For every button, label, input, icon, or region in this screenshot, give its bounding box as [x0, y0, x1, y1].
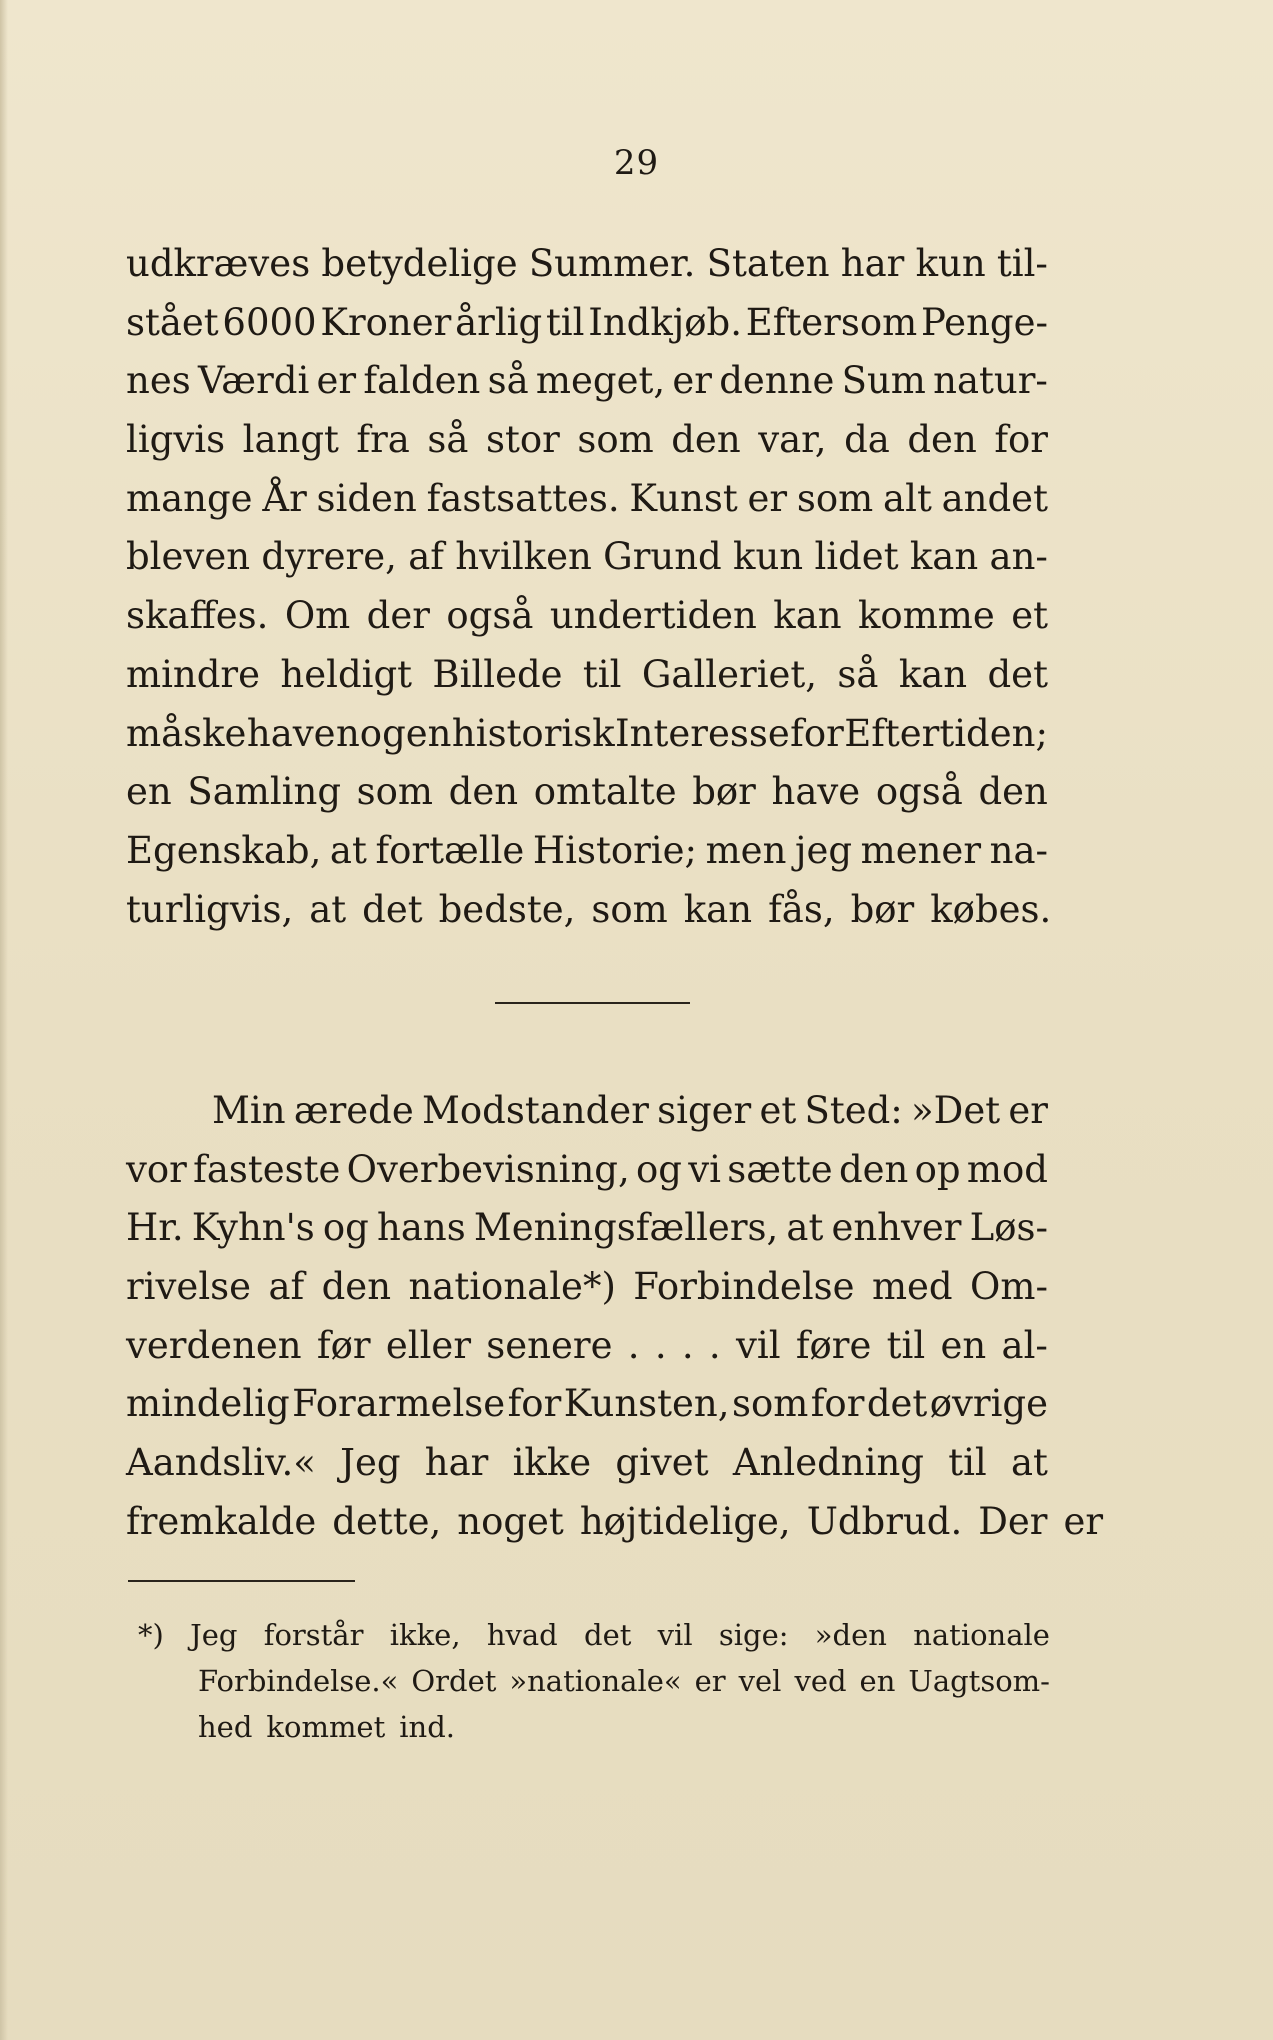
text-line: en Samling som den omtalte bør have også den [126, 770, 1048, 814]
text-line: måske have nogen historisk Interesse for Eftertiden; [126, 711, 1048, 755]
section-divider [495, 1002, 690, 1004]
paragraph-2 [126, 1082, 1104, 1552]
text-line: Forbindelse.« Ordet »nationale« er vel ved en Uagtsom- [198, 1664, 1050, 1698]
footnote-rule [128, 1580, 355, 1582]
text-line: Hr. Kyhn's og hans Meningsfællers, at enhver Løs- [126, 1206, 1048, 1250]
text-line: mindelig Forarmelse for Kunsten, som for det øvrige [126, 1382, 1048, 1426]
text-line: Aandsliv.« Jeg har ikke givet Anledning til at [126, 1441, 1048, 1485]
page-number: 29 [613, 143, 660, 183]
text-line: Egenskab, at fortælle Historie; men jeg mener na- [126, 828, 1048, 872]
text-line: stået 6000 Kroner årlig til Indkjøb. Eftersom Penge- [126, 300, 1048, 344]
text-line: skaffes. Om der også undertiden kan komme et [126, 594, 1048, 638]
text-line: hed kommet ind. [198, 1710, 455, 1744]
text-line: fremkalde dette, noget højtidelige, Udbrud. Der er [126, 1499, 1104, 1543]
paragraph-1 [126, 235, 1052, 939]
text-line: ligvis langt fra så stor som den var, da den for [126, 418, 1048, 462]
footnote [138, 1612, 1050, 1750]
text-line: verdenen før eller senere . . . . vil føre til en al- [126, 1323, 1048, 1367]
text-line: mindre heldigt Billede til Galleriet, så kan det [126, 652, 1048, 696]
text-line: nes Værdi er falden så meget, er denne Sum natur- [126, 359, 1048, 403]
text-line: Min ærede Modstander siger et Sted: »Det er [212, 1089, 1048, 1132]
text-line: turligvis, at det bedste, som kan fås, bør købes. [126, 887, 1052, 931]
text-line: mange År siden fastsattes. Kunst er som alt andet [126, 476, 1048, 520]
page-edge-shadow [0, 0, 8, 2040]
text-line: udkræves betydelige Summer. Staten har kun til- [126, 242, 1048, 285]
text-line: *) Jeg forstår ikke, hvad det vil sige: »den nationale [138, 1618, 1050, 1652]
text-line: rivelse af den nationale*) Forbindelse med Om- [126, 1265, 1048, 1309]
text-line: vor fasteste Overbevisning, og vi sætte den op mod [126, 1147, 1048, 1191]
text-line: bleven dyrere, af hvilken Grund kun lidet kan an- [126, 535, 1048, 579]
